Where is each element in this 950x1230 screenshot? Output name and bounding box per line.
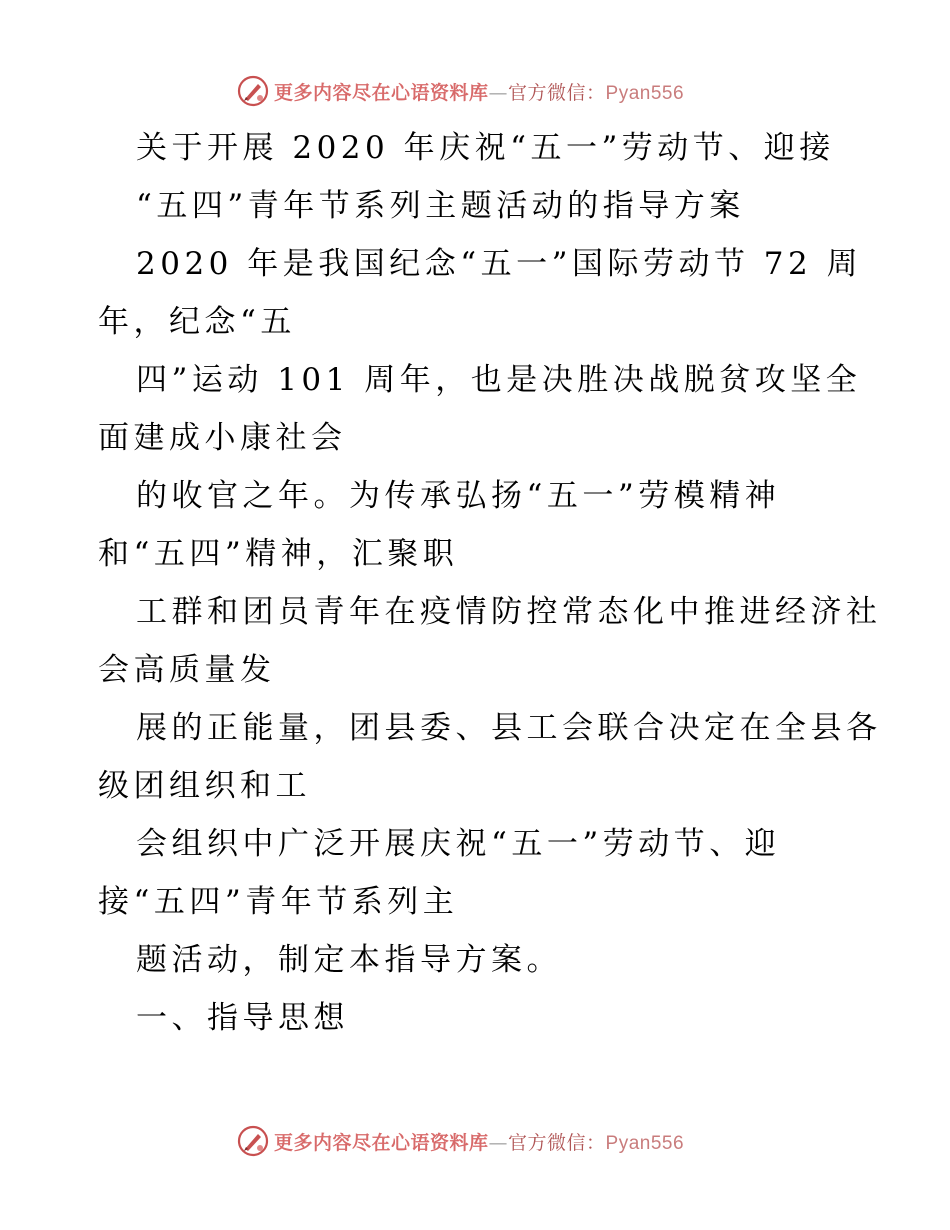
watermark-sub: 官方微信： bbox=[508, 81, 606, 104]
paragraph-line: 2020 年是我国纪念“五一”国际劳动节 72 周 bbox=[136, 246, 863, 282]
paragraph-line: 年，纪念“五 bbox=[98, 304, 296, 340]
section-heading: 一、指导思想 bbox=[136, 1000, 349, 1036]
paragraph-line: 级团组织和工 bbox=[98, 768, 311, 804]
watermark-separator: — bbox=[488, 1131, 509, 1154]
watermark-text bbox=[274, 78, 684, 105]
watermark-main: 更多内容尽在心语资料库 bbox=[274, 81, 489, 104]
title-line-1: 关于开展 2020 年庆祝“五一”劳动节、迎接 bbox=[136, 130, 835, 166]
paragraph-line: 四”运动 101 周年，也是决胜决战脱贫攻坚全 bbox=[136, 362, 862, 398]
watermark-sub: 官方微信： bbox=[508, 1131, 606, 1154]
watermark-id: Pyan556 bbox=[605, 82, 685, 104]
paragraph-line: 会高质量发 bbox=[98, 652, 276, 688]
paragraph-line: 会组织中广泛开展庆祝“五一”劳动节、迎 bbox=[136, 826, 781, 862]
pen-circle-logo-icon bbox=[236, 74, 270, 108]
paragraph-line: 展的正能量，团县委、县工会联合决定在全县各 bbox=[136, 710, 882, 746]
watermark-id: Pyan556 bbox=[605, 1132, 685, 1154]
paragraph-line: 和“五四”精神，汇聚职 bbox=[98, 536, 459, 572]
paragraph-line: 接“五四”青年节系列主 bbox=[98, 884, 459, 920]
header-watermark bbox=[236, 74, 684, 108]
paragraph-line: 题活动，制定本指导方案。 bbox=[136, 942, 562, 978]
paragraph-line: 的收官之年。为传承弘扬“五一”劳模精神 bbox=[136, 478, 781, 514]
title-line-2: “五四”青年节系列主题活动的指导方案 bbox=[136, 188, 745, 224]
paragraph-line: 面建成小康社会 bbox=[98, 420, 347, 456]
watermark-main: 更多内容尽在心语资料库 bbox=[274, 1131, 489, 1154]
paragraph-line: 工群和团员青年在疫情防控常态化中推进经济社 bbox=[136, 594, 882, 630]
footer-watermark bbox=[236, 1124, 684, 1158]
watermark-text bbox=[274, 1128, 684, 1155]
watermark-separator: — bbox=[488, 81, 509, 104]
pen-circle-logo-icon bbox=[236, 1124, 270, 1158]
